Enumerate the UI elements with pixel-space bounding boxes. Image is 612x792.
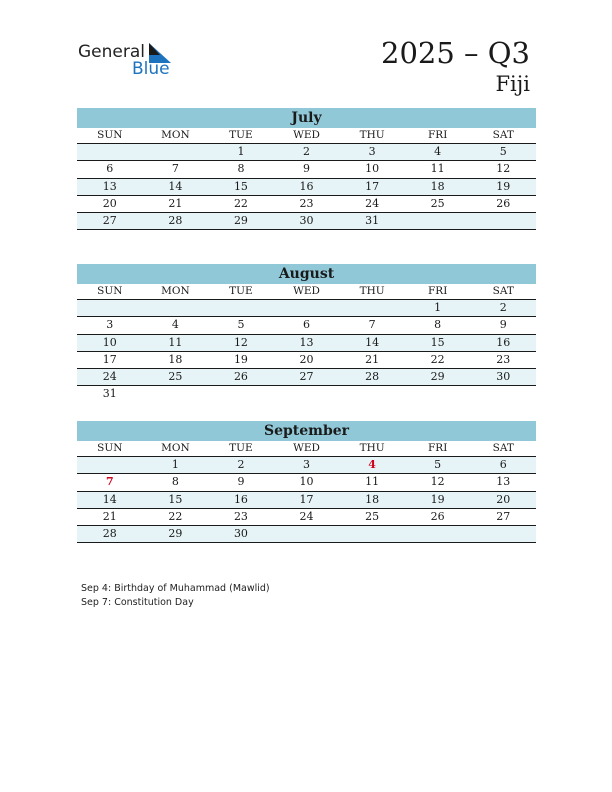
holiday-notes xyxy=(81,582,270,610)
weekday-label: THU xyxy=(359,442,385,454)
day-cell: 18 xyxy=(365,492,380,506)
week-row xyxy=(77,161,536,178)
day-cell xyxy=(208,300,274,316)
day-cell: 31 xyxy=(102,387,117,401)
day-cell: 10 xyxy=(102,335,117,349)
day-cell: 5 xyxy=(237,318,245,332)
day-cell: 30 xyxy=(299,214,314,228)
day-cell: 11 xyxy=(430,162,445,176)
week-row xyxy=(77,196,536,213)
day-cell: 9 xyxy=(303,162,311,176)
holiday-note: Sep 7: Constitution Day xyxy=(81,597,194,608)
day-cell xyxy=(143,300,209,316)
weekday-label: SUN xyxy=(97,129,123,141)
month-september xyxy=(77,421,536,543)
day-cell: 8 xyxy=(434,318,442,332)
day-cell: 19 xyxy=(233,352,248,366)
day-cell: 15 xyxy=(430,335,445,349)
week-row xyxy=(77,457,536,474)
week-row xyxy=(77,509,536,526)
generalblue-logo xyxy=(78,40,178,80)
day-cell: 17 xyxy=(299,492,314,506)
day-cell: 1 xyxy=(171,458,179,471)
day-cell: 28 xyxy=(102,527,117,541)
day-cell: 3 xyxy=(368,145,376,158)
day-cell: 17 xyxy=(102,352,117,366)
day-cell: 26 xyxy=(233,370,248,384)
weekday-label: WED xyxy=(293,442,320,454)
day-cell: 7 xyxy=(171,162,179,176)
day-cell: 2 xyxy=(237,458,245,471)
day-cell: 14 xyxy=(168,179,183,193)
week-row xyxy=(77,300,536,317)
day-cell: 28 xyxy=(365,370,380,384)
holiday-day-cell: 7 xyxy=(105,475,114,489)
day-cell: 18 xyxy=(168,352,183,366)
weekday-label: SUN xyxy=(97,285,123,297)
weekday-label: THU xyxy=(359,129,385,141)
day-cell: 9 xyxy=(499,318,507,332)
week-row xyxy=(77,369,536,386)
week-row xyxy=(77,213,536,230)
day-cell: 22 xyxy=(168,509,183,523)
day-cell: 3 xyxy=(303,458,311,471)
day-cell xyxy=(77,300,143,316)
day-cell: 24 xyxy=(365,196,380,210)
weekday-label: THU xyxy=(359,285,385,297)
weekday-label: FRI xyxy=(428,129,448,141)
day-cell: 16 xyxy=(233,492,248,506)
day-cell: 20 xyxy=(496,492,511,506)
day-cell: 23 xyxy=(299,196,314,210)
weekday-label: WED xyxy=(293,285,320,297)
day-cell: 26 xyxy=(496,196,511,210)
day-cell: 11 xyxy=(365,475,380,489)
day-cell: 25 xyxy=(168,370,183,384)
day-cell: 10 xyxy=(365,162,380,176)
weekday-label: MON xyxy=(161,285,190,297)
day-cell: 1 xyxy=(237,145,245,158)
month-name: August xyxy=(77,264,536,284)
week-row xyxy=(77,474,536,491)
weekday-label: WED xyxy=(293,129,320,141)
day-cell: 20 xyxy=(299,352,314,366)
day-cell: 5 xyxy=(499,145,507,158)
day-cell: 13 xyxy=(102,179,117,193)
day-cell xyxy=(274,526,340,542)
week-row xyxy=(77,386,536,403)
day-cell: 23 xyxy=(233,509,248,523)
day-cell: 24 xyxy=(299,509,314,523)
logo-text-blue: Blue xyxy=(132,59,170,79)
month-july xyxy=(77,108,536,230)
weekday-label: SAT xyxy=(492,285,514,297)
week-row xyxy=(77,492,536,509)
day-cell: 15 xyxy=(168,492,183,506)
day-cell: 10 xyxy=(299,475,314,489)
day-cell xyxy=(470,526,536,542)
weekday-label: SUN xyxy=(97,442,123,454)
day-cell: 25 xyxy=(430,196,445,210)
holiday-note: Sep 4: Birthday of Muhammad (Mawlid) xyxy=(81,583,270,594)
day-cell: 12 xyxy=(496,162,511,176)
day-cell: 18 xyxy=(430,179,445,193)
day-cell: 7 xyxy=(368,318,376,332)
day-cell: 20 xyxy=(102,196,117,210)
week-row xyxy=(77,352,536,369)
day-cell: 16 xyxy=(299,179,314,193)
holiday-day-cell: 4 xyxy=(368,458,376,471)
month-august xyxy=(77,264,536,404)
day-cell xyxy=(143,386,209,403)
day-cell: 28 xyxy=(168,214,183,228)
day-cell: 6 xyxy=(303,318,311,332)
day-cell: 31 xyxy=(365,214,380,228)
day-cell: 8 xyxy=(171,475,179,489)
day-cell: 2 xyxy=(499,301,507,314)
day-cell: 14 xyxy=(102,492,117,506)
day-cell: 30 xyxy=(233,527,248,541)
day-cell: 26 xyxy=(430,509,445,523)
day-cell: 25 xyxy=(365,509,380,523)
day-cell xyxy=(208,386,274,403)
weekday-label: TUE xyxy=(229,285,253,297)
day-cell: 12 xyxy=(233,335,248,349)
day-cell: 23 xyxy=(496,352,511,366)
day-cell: 19 xyxy=(430,492,445,506)
day-cell xyxy=(274,300,340,316)
weekday-header-row xyxy=(77,284,536,300)
day-cell xyxy=(470,386,536,403)
month-name: July xyxy=(77,108,536,128)
week-row xyxy=(77,317,536,334)
weekday-label: FRI xyxy=(428,285,448,297)
country-name: Fiji xyxy=(495,72,530,96)
day-cell xyxy=(470,213,536,229)
weekday-label: FRI xyxy=(428,442,448,454)
weekday-label: TUE xyxy=(229,129,253,141)
day-cell: 27 xyxy=(496,509,511,523)
day-cell: 2 xyxy=(303,145,311,158)
day-cell xyxy=(143,144,209,160)
day-cell: 17 xyxy=(365,179,380,193)
day-cell: 27 xyxy=(102,214,117,228)
day-cell: 5 xyxy=(434,458,442,471)
day-cell: 30 xyxy=(496,370,511,384)
day-cell: 16 xyxy=(496,335,511,349)
day-cell: 29 xyxy=(430,370,445,384)
day-cell: 29 xyxy=(168,527,183,541)
day-cell xyxy=(339,526,405,542)
day-cell: 6 xyxy=(499,458,507,471)
day-cell: 15 xyxy=(233,179,248,193)
day-cell xyxy=(405,526,471,542)
day-cell: 21 xyxy=(102,509,117,523)
day-cell: 24 xyxy=(102,370,117,384)
week-row xyxy=(77,144,536,161)
month-name: September xyxy=(77,421,536,441)
day-cell: 22 xyxy=(430,352,445,366)
day-cell: 22 xyxy=(233,196,248,210)
day-cell: 29 xyxy=(233,214,248,228)
day-cell: 3 xyxy=(106,318,114,332)
day-cell xyxy=(405,386,471,403)
day-cell: 13 xyxy=(299,335,314,349)
weekday-label: MON xyxy=(161,442,190,454)
week-row xyxy=(77,335,536,352)
day-cell: 13 xyxy=(496,475,511,489)
day-cell xyxy=(77,457,143,473)
day-cell: 27 xyxy=(299,370,314,384)
day-cell xyxy=(339,386,405,403)
day-cell: 1 xyxy=(434,301,442,314)
day-cell: 14 xyxy=(365,335,380,349)
page-title: 2025 – Q3 xyxy=(381,36,530,70)
day-cell xyxy=(405,213,471,229)
day-cell: 4 xyxy=(434,145,442,158)
day-cell: 6 xyxy=(106,162,114,176)
day-cell: 9 xyxy=(237,475,245,489)
weekday-header-row xyxy=(77,128,536,144)
weekday-label: MON xyxy=(161,129,190,141)
day-cell: 21 xyxy=(168,196,183,210)
day-cell: 19 xyxy=(496,179,511,193)
logo-text-general: General xyxy=(78,42,145,62)
day-cell: 11 xyxy=(168,335,183,349)
week-row xyxy=(77,179,536,196)
week-row xyxy=(77,526,536,543)
weekday-label: SAT xyxy=(492,442,514,454)
weekday-header-row xyxy=(77,441,536,457)
day-cell xyxy=(77,144,143,160)
day-cell xyxy=(339,300,405,316)
weekday-label: SAT xyxy=(492,129,514,141)
day-cell: 4 xyxy=(171,318,179,332)
weekday-label: TUE xyxy=(229,442,253,454)
day-cell: 8 xyxy=(237,162,245,176)
day-cell xyxy=(274,386,340,403)
day-cell: 21 xyxy=(365,352,380,366)
day-cell: 12 xyxy=(430,475,445,489)
